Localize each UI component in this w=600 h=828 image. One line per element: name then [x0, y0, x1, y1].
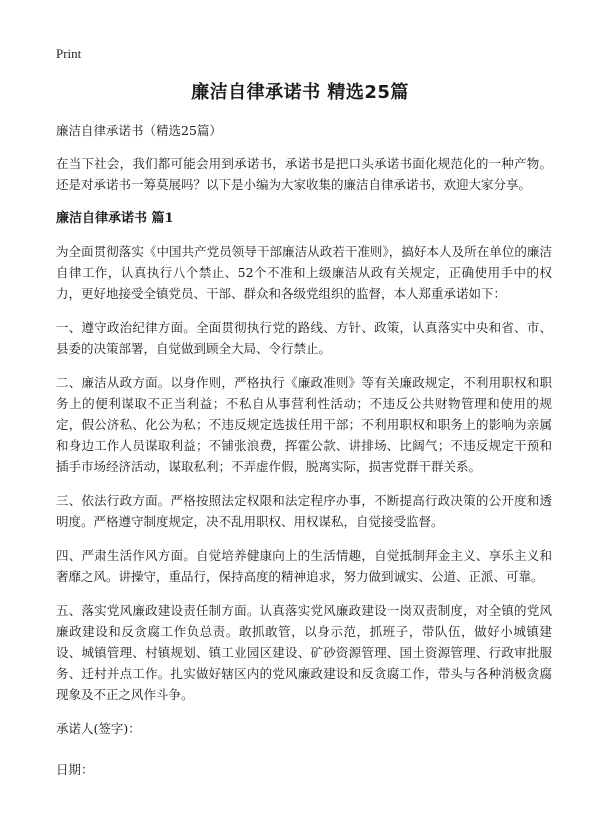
body-paragraph-1: 为全面贯彻落实《中国共产党员领导干部廉洁从政若干准则》，搞好本人及所在单位的廉洁自律工作，认真执行八个禁止、52个不准和上级廉洁从政有关规定，正确使用手中的权力，更好地接受全镇党员、干部、群众和各级党组织的监督，本人郑重承诺如下： [56, 244, 552, 301]
intro-paragraph: 在当下社会，我们都可能会用到承诺书，承诺书是把口头承诺书面化规范化的一种产物。还是对承诺书一筹莫展吗？以下是小编为大家收集的廉洁自律承诺书，欢迎大家分享。 [56, 156, 552, 192]
section-heading: 廉洁自律承诺书 篇1 [56, 211, 174, 226]
body-paragraph-2: 一、遵守政治纪律方面。全面贯彻执行党的路线、方针、政策，认真落实中央和省、市、县委的决策部署，自觉做到顾全大局、令行禁止。 [56, 320, 552, 356]
date-line: 日期： [56, 762, 94, 777]
body-paragraph-6: 五、落实党风廉政建设责任制方面。认真落实党风廉政建设一岗双责制度，对全镇的党风廉政建设和反贪腐工作负总责。敢抓敢管，以身示范，抓班子，带队伍，做好小城镇建设、城镇管理、村镇规划、镇工业园区建设、矿砂资源管理、国土资源管理、行政审批服务、迁村并点工作。扎实做好辖区内的党风廉政建设和反贪腐工作，带头与各种消极贪腐现象及不正之风作斗争。 [56, 603, 552, 702]
body-paragraph-3: 二、廉洁从政方面。以身作则，严格执行《廉政准则》等有关廉政规定，不利用职权和职务上的便利谋取不正当利益；不私自从事营利性活动；不违反公共财物管理和使用的规定，假公济私、化公为私；不违反规定选拔任用干部；不利用职权和职务上的影响为亲属和身边工作人员谋取利益；不铺张浪费，挥霍公款、讲排场、比阔气；不违反规定干预和插手市场经济活动，谋取私利；不弄虚作假，脱离实际，损害党群干群关系。 [56, 375, 552, 474]
body-paragraph-4: 三、依法行政方面。严格按照法定权限和法定程序办事，不断提高行政决策的公开度和透明度。严格遵守制度规定，决不乱用职权、用权谋私，自觉接受监督。 [56, 493, 552, 529]
document-body [56, 120, 552, 793]
print-link[interactable]: Print [56, 46, 82, 61]
body-paragraph-5: 四、严肃生活作风方面。自觉培养健康向上的生活情趣，自觉抵制拜金主义、享乐主义和奢靡之风。讲操守，重品行，保持高度的精神追求，努力做到诚实、公道、正派、可靠。 [56, 548, 552, 584]
document-subtitle: 廉洁自律承诺书（精选25篇） [56, 123, 222, 138]
page-title: 廉洁自律承诺书 精选25篇 [191, 82, 409, 103]
signature-line: 承诺人(签字)： [56, 721, 141, 736]
